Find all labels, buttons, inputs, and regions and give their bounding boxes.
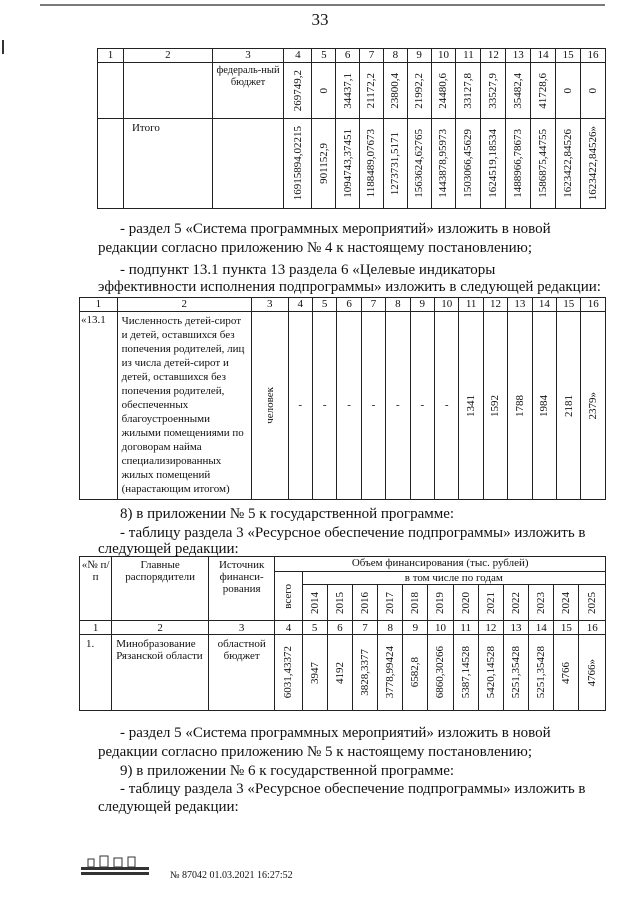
value-cell: - xyxy=(386,312,410,500)
header-total: всего xyxy=(282,583,295,609)
table-row-federal xyxy=(98,63,606,119)
value-cell: - xyxy=(337,312,361,500)
col-index: 1 xyxy=(80,298,118,312)
paragraph: редакции согласно приложению № 5 к настоящему постановлению; xyxy=(98,744,533,760)
value-cell: 35482,4 xyxy=(512,72,525,109)
paragraph: 8) в приложении № 5 к государственной программе: xyxy=(120,506,455,522)
indicator-name: Численность детей-сирот и детей, оставшихся без попечения родителей, лиц из числа детей-сирот и детей, оставшихся без попечения родителей, обеспеченных благоустроенными жилыми помещениями по договорам найма специализированных жилых помещений (нарастающим итогом) xyxy=(117,312,251,500)
year-cell: 2019 xyxy=(434,591,447,614)
paragraph: 9) в приложении № 6 к государственной программе: xyxy=(120,763,455,779)
value-cell: 6582,8 xyxy=(409,657,422,688)
col-index: 5 xyxy=(312,49,336,63)
value-cell: 269749,2 xyxy=(291,69,304,112)
value-cell: 16915894,02215 xyxy=(291,126,304,201)
page-number: 33 xyxy=(311,10,329,29)
col-index: 5 xyxy=(312,298,336,312)
value-cell: 23800,4 xyxy=(389,72,402,109)
value-cell: 24480,6 xyxy=(437,72,450,109)
value-cell: 3778,99424 xyxy=(384,646,397,699)
year-cell: 2024 xyxy=(560,591,573,614)
table-header-row xyxy=(80,621,606,635)
year-cell: 2018 xyxy=(409,591,422,614)
value-cell: 21172,2 xyxy=(365,72,378,109)
year-cell: 2017 xyxy=(384,591,397,614)
top-rule xyxy=(40,4,605,6)
col-index: 13 xyxy=(503,621,528,635)
total-label: Итого xyxy=(123,119,212,209)
table-row-total xyxy=(98,119,606,209)
paragraph: - таблицу раздела 3 «Ресурсное обеспечение подпрограммы» изложить в xyxy=(120,781,586,797)
source-federal: федераль-ный бюджет xyxy=(212,63,283,119)
col-index: 4 xyxy=(284,49,312,63)
value-cell: 33527,9 xyxy=(487,72,500,109)
col-index: 4 xyxy=(288,298,312,312)
value-cell: 5251,35428 xyxy=(510,646,522,699)
col-index: 11 xyxy=(456,49,481,63)
year-cell: 2015 xyxy=(333,591,346,614)
value-cell: - xyxy=(361,312,385,500)
value-cell: 3947 xyxy=(308,661,321,684)
value-cell: 1623422,84526 xyxy=(562,129,575,198)
col-index: 9 xyxy=(410,298,434,312)
value-cell: 1443878,95973 xyxy=(437,129,450,198)
col-index: 16 xyxy=(581,298,606,312)
paragraph: следующей редакции: xyxy=(98,541,239,557)
value-cell: 1984 xyxy=(538,394,551,417)
col-index: 10 xyxy=(435,298,459,312)
col-index: 5 xyxy=(302,621,327,635)
col-index: 8 xyxy=(378,621,403,635)
year-cell: 2021 xyxy=(484,591,497,614)
year-cell: 2016 xyxy=(358,591,371,614)
col-index: 4 xyxy=(275,621,302,635)
paragraph: - раздел 5 «Система программных мероприятий» изложить в новой xyxy=(120,221,551,237)
value-cell: 1273731,5171 xyxy=(389,131,402,196)
col-index: 12 xyxy=(481,49,506,63)
header-years-title: в том числе по годам xyxy=(302,572,605,585)
row-number: 1. xyxy=(80,635,112,711)
value-cell: 0 xyxy=(562,87,575,94)
indicator-number: «13.1 xyxy=(80,312,118,500)
value-cell: 3828,3377 xyxy=(358,649,371,696)
table-row-ministry xyxy=(80,635,606,711)
col-index: 15 xyxy=(557,298,581,312)
paragraph: - подпункт 13.1 пункта 13 раздела 6 «Целевые индикаторы xyxy=(120,262,496,278)
value-cell: 1341 xyxy=(465,394,478,417)
value-cell: 4192 xyxy=(333,661,346,684)
col-index: 1 xyxy=(80,621,112,635)
paragraph: - таблицу раздела 3 «Ресурсное обеспечение подпрограммы» изложить в xyxy=(120,525,586,541)
value-cell: - xyxy=(410,312,434,500)
col-index: 13 xyxy=(508,298,532,312)
value-cell: - xyxy=(435,312,459,500)
col-index: 3 xyxy=(208,621,274,635)
header-source: Источник финанси-рования xyxy=(208,557,274,621)
col-index: 16 xyxy=(579,621,606,635)
col-index: 3 xyxy=(212,49,283,63)
unit-cell: человек xyxy=(263,387,276,424)
value-cell: 2181 xyxy=(562,394,575,417)
col-index: 2 xyxy=(123,49,212,63)
value-cell: 901152,9 xyxy=(317,143,330,184)
paragraph: эффективности исполнения подпрограммы» изложить в следующей редакции: xyxy=(98,279,601,295)
col-index: 1 xyxy=(98,49,124,63)
value-cell: 6860,30266 xyxy=(434,646,447,699)
margin-mark xyxy=(2,40,4,54)
value-cell: 2379» xyxy=(587,391,600,420)
col-index: 12 xyxy=(478,621,503,635)
value-cell: 1788 xyxy=(513,394,526,417)
value-cell: 1624519,18534 xyxy=(487,129,500,198)
value-cell: 0 xyxy=(586,87,599,94)
col-index: 8 xyxy=(383,49,407,63)
col-index: 11 xyxy=(453,621,478,635)
col-index: 14 xyxy=(531,49,556,63)
value-cell: 5387,14528 xyxy=(459,646,472,699)
paragraph: - раздел 5 «Система программных мероприятий» изложить в новой xyxy=(120,725,551,741)
year-cell: 2023 xyxy=(535,591,548,614)
value-cell: 1503066,45629 xyxy=(462,129,475,198)
table-target-indicators xyxy=(79,297,606,500)
value-cell: 1563624,62765 xyxy=(413,129,426,198)
year-cell: 2014 xyxy=(308,591,321,614)
value-cell: - xyxy=(312,312,336,500)
col-index: 11 xyxy=(459,298,483,312)
col-index: 10 xyxy=(428,621,453,635)
value-cell: 41728,6 xyxy=(537,72,550,109)
header-volume: Объем финансирования (тыс. рублей) xyxy=(275,557,606,572)
col-index: 6 xyxy=(327,621,352,635)
paragraph: редакции согласно приложению № 4 к настоящему постановлению; xyxy=(98,240,533,256)
table-resource-provision xyxy=(79,556,606,711)
value-cell: 0 xyxy=(317,87,330,94)
table-financing-continued xyxy=(97,48,606,209)
value-cell: 1592 xyxy=(489,394,502,417)
header-main: Главные распорядители xyxy=(112,557,209,621)
col-index: 15 xyxy=(556,49,581,63)
col-index: 3 xyxy=(251,298,288,312)
header-num: «№ п/п xyxy=(80,557,112,621)
col-index: 14 xyxy=(529,621,554,635)
col-index: 10 xyxy=(431,49,456,63)
col-index: 9 xyxy=(407,49,431,63)
col-index: 12 xyxy=(483,298,507,312)
row-main: Минобразование Рязанской области xyxy=(112,635,209,711)
table-header-row xyxy=(80,298,606,312)
row-source: областной бюджет xyxy=(208,635,274,711)
value-cell: 5420,14528 xyxy=(484,646,497,699)
table-header-row xyxy=(98,49,606,63)
col-index: 6 xyxy=(336,49,360,63)
value-cell: 1094743,37451 xyxy=(341,129,354,198)
value-cell: 34437,1 xyxy=(341,72,354,109)
year-cell: 2022 xyxy=(510,591,522,614)
col-index: 7 xyxy=(360,49,384,63)
value-cell: 33127,8 xyxy=(462,72,475,109)
value-cell: 4766» xyxy=(586,658,599,687)
col-index: 2 xyxy=(117,298,251,312)
col-index: 6 xyxy=(337,298,361,312)
col-index: 16 xyxy=(581,49,606,63)
col-index: 15 xyxy=(554,621,579,635)
value-cell: 1488966,78673 xyxy=(512,129,525,198)
footer-stamp: № 87042 01.03.2021 16:27:52 xyxy=(170,870,293,881)
year-cell: 2025 xyxy=(586,591,599,614)
col-index: 7 xyxy=(352,621,377,635)
value-cell: 1586875,44755 xyxy=(537,129,550,198)
value-cell: 1623422,84526» xyxy=(586,126,599,201)
value-cell: 21992,2 xyxy=(413,72,426,109)
value-cell: 6031,43372 xyxy=(282,646,295,699)
col-index: 8 xyxy=(386,298,410,312)
value-cell: - xyxy=(288,312,312,500)
table-row-indicator xyxy=(80,312,606,500)
col-index: 7 xyxy=(361,298,385,312)
paragraph: следующей редакции: xyxy=(98,799,239,815)
col-index: 9 xyxy=(403,621,428,635)
value-cell: 5251,35428 xyxy=(535,646,548,699)
seal-logo-icon xyxy=(80,853,150,877)
value-cell: 1188489,07673 xyxy=(365,129,378,198)
year-cell: 2020 xyxy=(459,591,472,614)
value-cell: 4766 xyxy=(560,661,573,684)
col-index: 13 xyxy=(506,49,531,63)
col-index: 14 xyxy=(532,298,556,312)
col-index: 2 xyxy=(112,621,209,635)
